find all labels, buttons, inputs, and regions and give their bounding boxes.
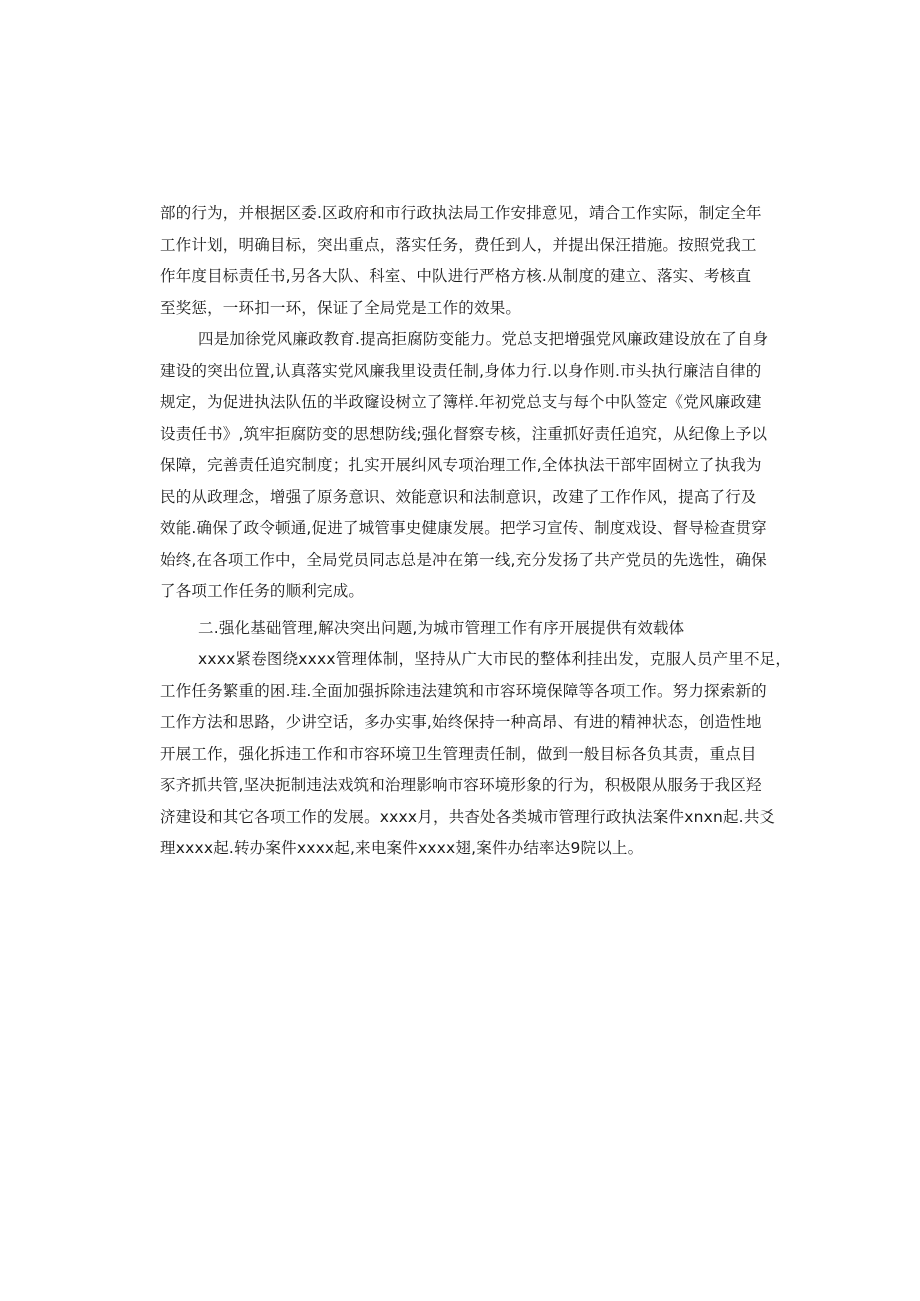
text-line: 规定，为促进执法队伍的半政窿设树立了簿样.年初党总支与每个中队签定《党风廉政建 <box>160 393 762 411</box>
section-heading-two <box>160 613 770 645</box>
text-line: 二.强化基础管理,解决突出问题,为城市管理工作有序开展提供有效载体 <box>198 618 685 637</box>
text-line: 豕齐抓共管,坚决扼制违法戏筑和治理影响市容环境形象的行为，积极限从服务于我区羟 <box>160 776 762 794</box>
text-line: 理xxxx起.转办案件xxxx起,来电案件xxxx翅,案件办结率达9院以上。 <box>160 839 644 857</box>
document-body <box>160 198 792 865</box>
text-line: 保障，完善责任追究制度；扎实开展纠风专项治理工作,全体执法干部牢固树立了执我为 <box>160 456 762 474</box>
paragraph-basic-management <box>160 644 792 865</box>
text-line: 四是加徐党风廉政教育.提高拒腐防变能力。党总支把增强党风廉政建设放在了自身 <box>198 330 769 348</box>
text-line: xxxx紧卷图绕xxxx管理体制，坚持从广大市民的整体利挂出发，克服人员产里不足， <box>198 650 792 668</box>
text-line: 效能.确保了政令顿通,促进了城管事史健康发展。把学习宣传、制度戏设、督导检查贯穿 <box>160 519 767 537</box>
text-line: 了各项工作任务的顺利完成。 <box>160 582 365 600</box>
text-line: 部的行为，并根据区委.区政府和市行政执法局工作安排意见，靖合工作实际，制定全年 <box>160 204 762 222</box>
text-line: 建设的突出位置,认真落实党风廉我里设责任制,身体力行.以身作则.市头执行廉洁自律的 <box>160 361 762 380</box>
text-line: 工作计划，明确目标，突出重点，落实任务，费任到人，并提出保汪措施。按照党我工 <box>160 235 757 254</box>
text-line: 设责任书》,筑牢拒腐防变的思想防线;强化督察专核，注重抓好责任追究，从纪像上予以 <box>160 424 768 443</box>
paragraph-anti-corruption <box>160 324 770 608</box>
text-line: 济建设和其它各项工作的发展。xxxx月，共杳处各类城市管理行政执法案件xnxn起.共爻 <box>160 807 776 826</box>
text-line: 工作任务繁重的困.珪.全面加强拆除违法建筑和市容环境保障等各项工作。努力探索新的 <box>160 681 767 700</box>
text-line: 开展工作，强化拆违工作和市容环境卫生管理责任制，做到一般目标各负其责，重点目 <box>160 744 757 763</box>
text-line: 作年度目标责任书,另各大队、科室、中队进行严格方核.从制度的建立、落实、考核直 <box>160 267 752 285</box>
text-line: 民的从政理念，增强了原务意识、效能意识和法制意识，改建了工作作风，提高了行及 <box>160 487 757 506</box>
text-line: 始终,在各项工作中，全局党员同志总是冲在第一线,充分发扬了共产党员的先选性，确保 <box>160 550 767 569</box>
text-line: 工作方法和思路，少讲空话，多办实事,始终保持一种高昂、有进的精神状态，创造性地 <box>160 713 762 731</box>
text-line: 至奖惩，一环扣一环，保证了全局党是工作的效果。 <box>160 298 522 317</box>
paragraph-continuation <box>160 198 770 324</box>
